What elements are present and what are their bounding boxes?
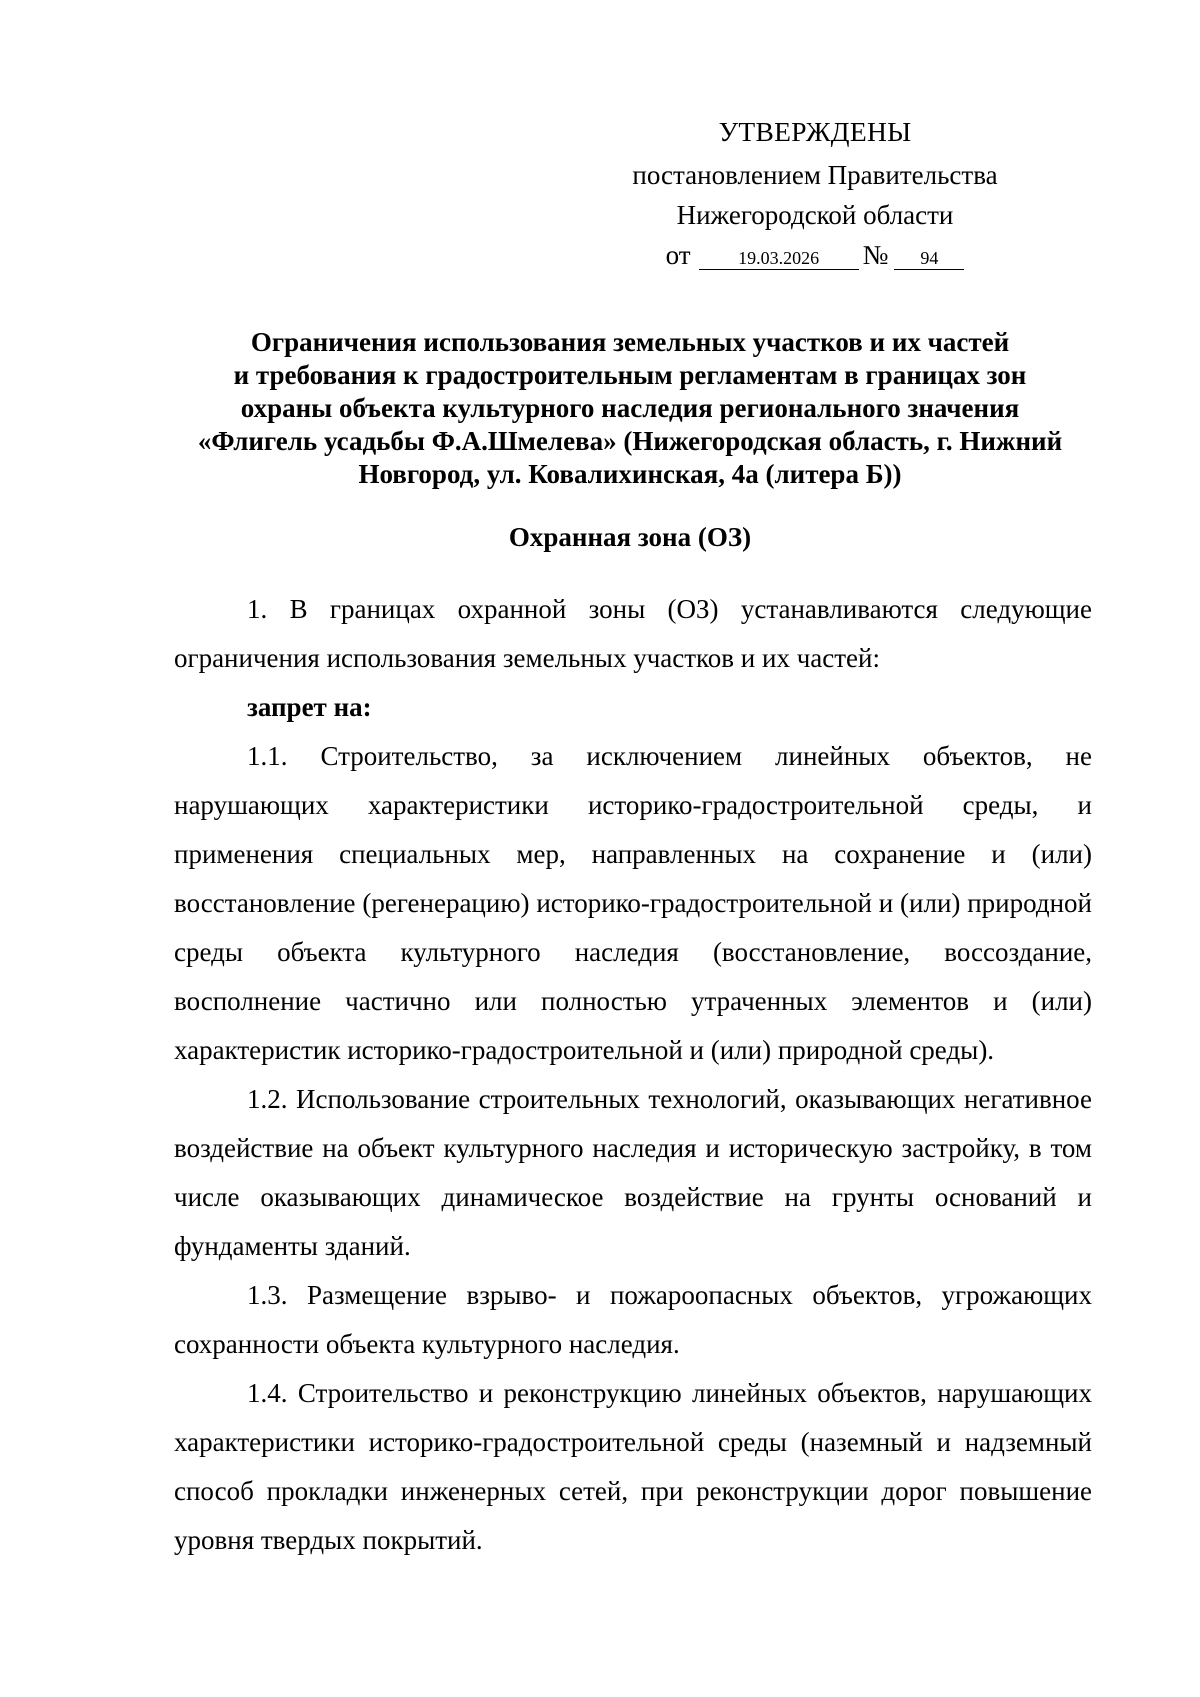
paragraph-1-4: 1.4. Строительство и реконструкцию линейных объектов, нарушающих характеристики историко-градостроительной среды (наземный и надземный способ прокладки инженерных сетей, при реконструкции дорог повышение уровня твердых покрытий. xyxy=(174,1378,1092,1555)
approval-date: 19.03.2026 xyxy=(699,247,859,270)
zone-title: Охранная зона (ОЗ) xyxy=(508,522,752,552)
title-line-2: и требования к градостроительным регламентам в границах зон xyxy=(233,360,1027,390)
title-line-4: «Флигель усадьбы Ф.А.Шмелева» (Нижегородская область, г. Нижний xyxy=(197,426,1063,456)
approval-number: 94 xyxy=(894,247,964,270)
approval-heading: УТВЕРЖДЕНЫ xyxy=(718,116,912,147)
paragraph-1-1: 1.1. Строительство, за исключением линейных объектов, не нарушающих характеристики историко-градостроительной среды, и применения специальных мер, направленных на сохранение и (или) восстановление (регенерацию) историко-градостроительной и (или) природной среды объекта культурного наследия (восстановление, воссоздание, восполнение частично или полностью утраченных элементов и (или) характеристик историко-градостроительной и (или) природной среды). xyxy=(174,741,1092,1065)
document-title xyxy=(160,326,1100,491)
document-body xyxy=(174,585,1092,1565)
approval-line-1: постановлением Правительства xyxy=(632,160,998,190)
title-line-5: Новгород, ул. Ковалихинская, 4а (литера Б)) xyxy=(358,459,902,489)
approval-date-row xyxy=(530,235,1100,275)
paragraph-1-3: 1.3. Размещение взрыво- и пожароопасных объектов, угрожающих сохранности объекта культурного наследия. xyxy=(174,1280,1092,1359)
paragraph-1: 1. В границах охранной зоны (ОЗ) устанавливаются следующие ограничения использования земельных участков и их частей: xyxy=(174,594,1092,673)
title-line-3: охраны объекта культурного наследия регионального значения xyxy=(240,393,1020,423)
ban-heading: запрет на: xyxy=(247,692,372,722)
paragraph-1-2: 1.2. Использование строительных технологий, оказывающих негативное воздействие на объект культурного наследия и историческую застройку, в том числе оказывающих динамическое воздействие на грунты оснований и фундаменты зданий. xyxy=(174,1084,1092,1261)
approval-line-2: Нижегородской области xyxy=(676,200,954,230)
approval-block xyxy=(632,112,1100,275)
title-line-1: Ограничения использования земельных участков и их частей xyxy=(250,327,1010,357)
date-prefix: от xyxy=(665,240,691,270)
number-sign: № xyxy=(862,240,889,270)
